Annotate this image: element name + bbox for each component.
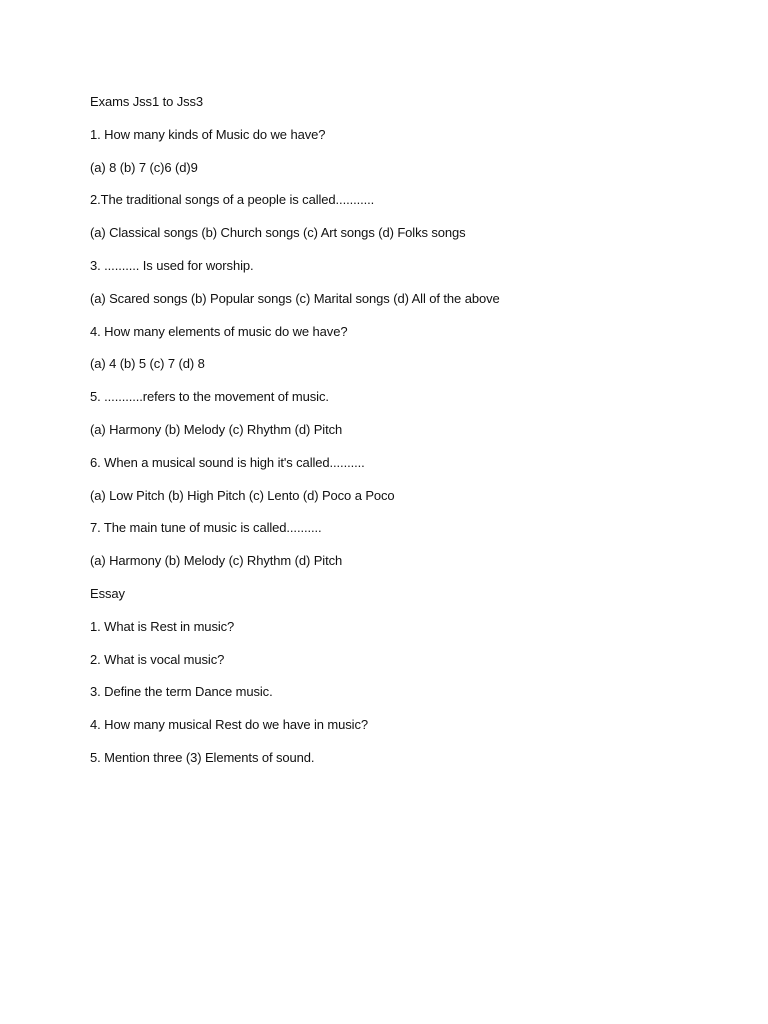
essay-question-2: 2. What is vocal music? [90, 651, 225, 667]
essay-question-1: 1. What is Rest in music? [90, 618, 235, 634]
question-6-options: (a) Low Pitch (b) High Pitch (c) Lento (d) Poco a Poco [90, 487, 395, 503]
question-6: 6. When a musical sound is high it's called.......... [90, 454, 365, 470]
question-5-options: (a) Harmony (b) Melody (c) Rhythm (d) Pitch [90, 421, 343, 437]
question-2: 2.The traditional songs of a people is called........... [90, 192, 375, 208]
question-1: 1. How many kinds of Music do we have? [90, 126, 326, 142]
question-5: 5. ...........refers to the movement of music. [90, 389, 329, 405]
question-4: 4. How many elements of music do we have? [90, 323, 348, 339]
essay-question-4: 4. How many musical Rest do we have in music? [90, 717, 369, 733]
essay-question-3: 3. Define the term Dance music. [90, 684, 273, 700]
question-3: 3. .......... Is used for worship. [90, 257, 254, 273]
document-body [90, 93, 710, 782]
question-7: 7. The main tune of music is called.......... [90, 520, 322, 536]
question-3-options: (a) Scared songs (b) Popular songs (c) Marital songs (d) All of the above [90, 290, 500, 306]
essay-question-5: 5. Mention three (3) Elements of sound. [90, 749, 315, 765]
question-2-options: (a) Classical songs (b) Church songs (c) Art songs (d) Folks songs [90, 225, 466, 241]
essay-heading: Essay [90, 585, 125, 601]
question-1-options: (a) 8 (b) 7 (c)6 (d)9 [90, 159, 198, 175]
question-7-options: (a) Harmony (b) Melody (c) Rhythm (d) Pitch [90, 553, 343, 569]
question-4-options: (a) 4 (b) 5 (c) 7 (d) 8 [90, 356, 205, 372]
document-title: Exams Jss1 to Jss3 [90, 94, 204, 109]
